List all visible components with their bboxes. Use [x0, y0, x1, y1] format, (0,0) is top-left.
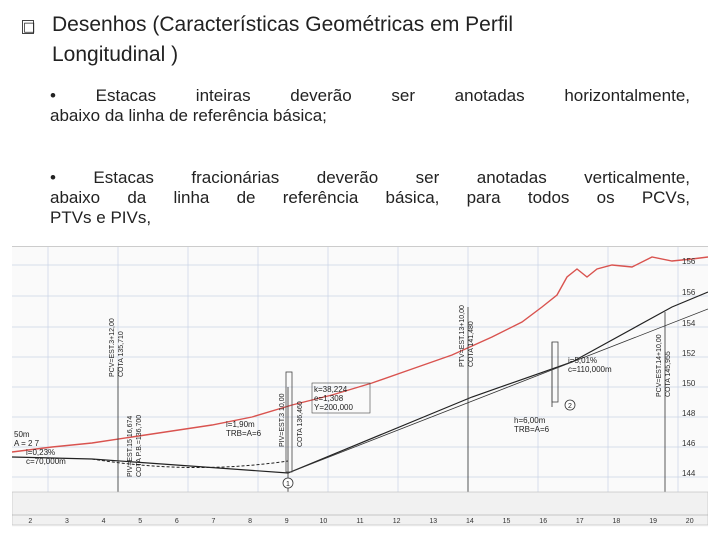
- paragraph-inteiras: [50, 86, 690, 126]
- station-number: 19: [649, 518, 657, 525]
- para2-line-3: PTVs e PIVs,: [50, 208, 152, 227]
- small-piv-cota: COTA 136,460: [297, 401, 304, 447]
- elev-tick: 150: [682, 379, 696, 388]
- station-number: 2: [28, 518, 33, 525]
- para1-line-1: • Estacas inteiras deverão ser anotadas horizontalmente,: [50, 86, 690, 105]
- pcv2-label: PCV=EST.14+10,00: [656, 334, 663, 397]
- para2-line-1: • Estacas fracionárias deverão ser anotadas verticalmente,: [50, 168, 690, 187]
- grade-left-c: i=0,23%: [26, 448, 56, 457]
- right-trb: TRB=A=6: [514, 425, 550, 434]
- station-number: 9: [284, 518, 289, 525]
- elev-tick: 152: [682, 349, 696, 358]
- station-number: 4: [101, 518, 106, 525]
- circle-mark: 1: [286, 481, 290, 488]
- piv1-label: PIV=EST.15 16,674: [127, 415, 134, 477]
- elev-tick: 154: [682, 319, 696, 328]
- station-number: 14: [466, 518, 474, 525]
- station-number: 17: [575, 518, 584, 525]
- right-c: c=110,000m: [568, 365, 612, 374]
- station-number: 16: [539, 518, 548, 525]
- piv1-cota: COTA P.B.=136,700: [136, 414, 143, 477]
- station-number: 5: [138, 518, 143, 525]
- grade-left-b: A = 2 7: [14, 439, 40, 448]
- right-h: h=6,00m: [514, 416, 546, 425]
- para1-line-2: abaixo da linha de referência básica;: [50, 106, 327, 125]
- grade-left-a: 50m: [14, 430, 30, 439]
- grade-left-d: c=70,000m: [26, 457, 66, 466]
- elev-tick: 148: [682, 409, 696, 418]
- small-piv-label: PIV=EST.3 10,00: [279, 393, 286, 447]
- station-number: 10: [319, 518, 328, 525]
- slide-title: [52, 10, 712, 70]
- curve-e: e=1,308: [314, 394, 344, 403]
- curve-k: k=38,224: [314, 385, 348, 394]
- title-line-2: Longitudinal ): [52, 43, 179, 66]
- pcv2-cota: COTA 145,955: [665, 351, 672, 397]
- ptv-cota: COTA 141,480: [468, 321, 475, 367]
- pcv-cota: COTA 135,710: [118, 331, 125, 377]
- paragraph-fracionarias: [50, 168, 690, 228]
- grade-line: [12, 292, 708, 473]
- station-number: 7: [211, 518, 216, 525]
- curve-y: Y=200,000: [314, 403, 353, 412]
- station-number: 3: [64, 518, 69, 525]
- station-number: 18: [612, 518, 621, 525]
- circle-mark: 2: [568, 403, 572, 410]
- station-number: 15: [502, 518, 511, 525]
- title-line-1: Desenhos (Características Geométricas em Perfil: [52, 13, 513, 36]
- profile-svg: [12, 247, 708, 527]
- elev-tick: 144: [682, 469, 696, 478]
- elev-tick: 146: [682, 439, 696, 448]
- ptv-hatch: [552, 342, 558, 402]
- elev-tick: 156: [682, 288, 696, 297]
- station-number: 11: [356, 518, 364, 525]
- station-number: 13: [429, 518, 438, 525]
- station-number: 20: [685, 518, 694, 525]
- pcv-label: PCV=EST.3+12,00: [109, 318, 116, 377]
- para2-line-2: abaixo da linha de referência básica, para todos os PCVs,: [50, 188, 690, 207]
- ptv-label: PTV=EST.13+10,00: [459, 305, 466, 367]
- profile-drawing: [12, 246, 708, 527]
- station-number: 6: [174, 518, 179, 525]
- mid-trb: TRB=A=6: [226, 429, 262, 438]
- elev-tick: 156: [682, 257, 696, 266]
- terrain-line: [12, 257, 708, 452]
- station-number: 12: [392, 518, 401, 525]
- station-number: 8: [248, 518, 253, 525]
- right-i: i=5,01%: [568, 356, 598, 365]
- square-bullet-icon: □: [23, 20, 36, 35]
- mid-i: i=1,90m: [226, 420, 255, 429]
